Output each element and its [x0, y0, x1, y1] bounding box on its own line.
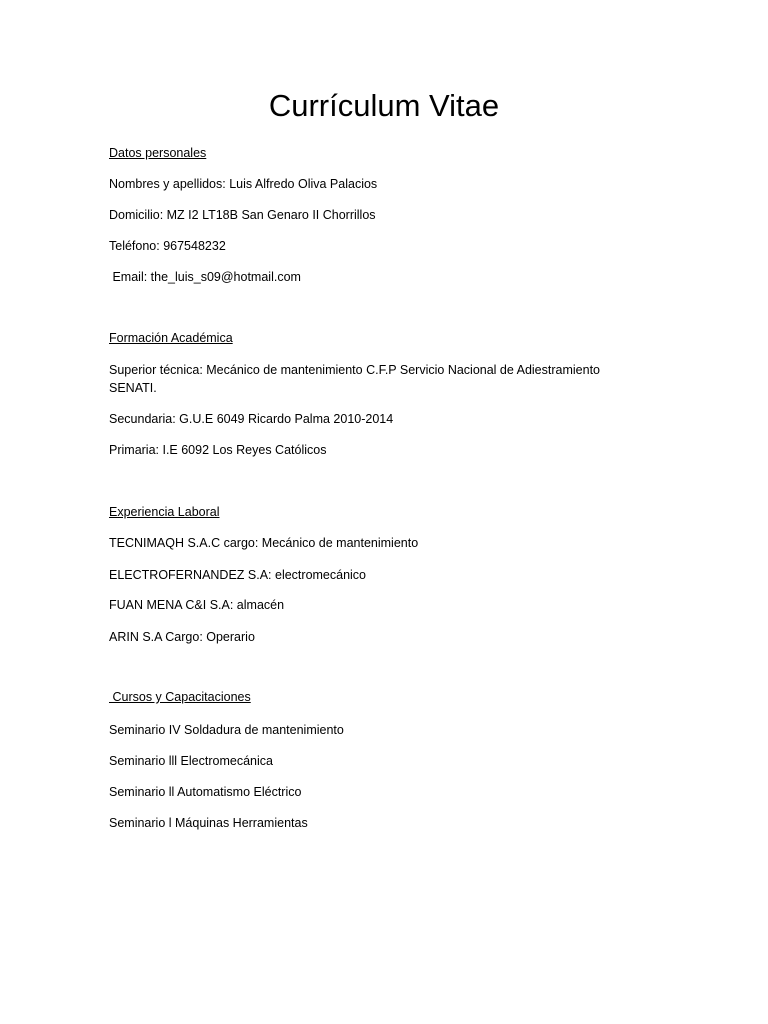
experience-item: ELECTROFERNANDEZ S.A: electromecánico	[109, 568, 367, 582]
experience-item: ARIN S.A Cargo: Operario	[109, 630, 255, 644]
education-section	[109, 330, 669, 346]
course-item: Seminario ll Automatismo Eléctrico	[109, 785, 302, 799]
education-item-higher: Superior técnica: Mecánico de mantenimiento C.F.P Servicio Nacional de Adiestramiento SENATI.	[109, 363, 600, 395]
name-line: Nombres y apellidos: Luis Alfredo Oliva Palacios	[109, 177, 378, 191]
course-item: Seminario l Máquinas Herramientas	[109, 816, 308, 830]
personal-data-section	[109, 145, 669, 161]
education-item-primary: Primaria: I.E 6092 Los Reyes Católicos	[109, 443, 327, 457]
address-line: Domicilio: MZ I2 LT18B San Genaro II Chorrillos	[109, 208, 376, 222]
phone-line: Teléfono: 967548232	[109, 239, 226, 253]
email-line: Email: the_luis_s09@hotmail.com	[109, 270, 301, 284]
courses-heading: Cursos y Capacitaciones	[109, 690, 251, 704]
course-item: Seminario IV Soldadura de mantenimiento	[109, 723, 344, 737]
experience-item: FUAN MENA C&I S.A: almacén	[109, 598, 285, 612]
personal-data-heading: Datos personales	[109, 146, 207, 160]
experience-item: TECNIMAQH S.A.C cargo: Mecánico de mantenimiento	[109, 536, 419, 550]
education-heading: Formación Académica	[109, 331, 233, 345]
education-item-secondary: Secundaria: G.U.E 6049 Ricardo Palma 2010-2014	[109, 412, 394, 426]
courses-section	[109, 689, 669, 705]
experience-heading: Experiencia Laboral	[109, 505, 220, 519]
experience-section	[109, 504, 669, 520]
page-title: Currículum Vitae	[268, 88, 500, 123]
course-item: Seminario lll Electromecánica	[109, 754, 273, 768]
